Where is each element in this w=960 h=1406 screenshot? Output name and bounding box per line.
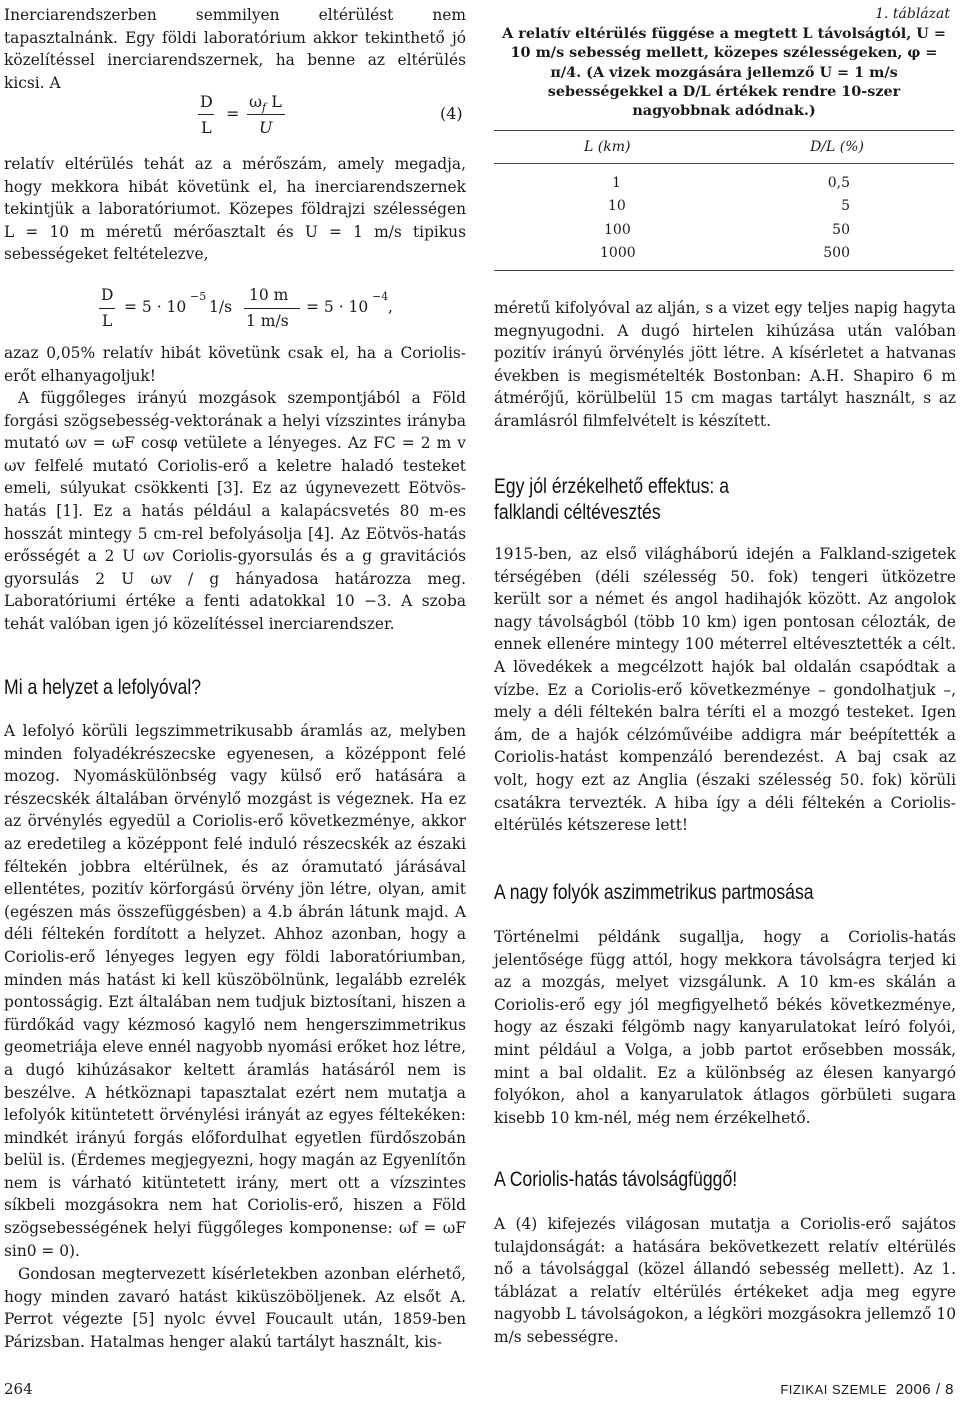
table-header-dl: D/L (%) <box>810 139 864 156</box>
eq5-unit: 1/s <box>209 298 233 316</box>
table-caption: A relatív eltérülés függése a megtett L távolságtól, U = 10 m/s sebesség mellett, közepes szélességeken, φ = π/4. (A vizek mozgására jellemző U = 1 m/s sebességekkel a D/L értékek rendre 10-szer nagyobbnak adódnak.) <box>502 25 946 120</box>
eq5-lhs-bar <box>99 308 115 309</box>
heading-distance: A Coriolis-hatás távolságfüggő! <box>494 1168 738 1191</box>
paragraph-rivers: Történelmi példánk sugallja, hogy a Coriolis-hatás jelentősége függ attól, hogy mekkora távolságra terjed ki az a mozgás, melyet vizsgálunk. A 10 km-es skálán a Coriolis-erő egy jól megfigyelhető békés következménye, hogy az északi félgömb nagy kanyarulatokat leíró folyói, mint például a Volga, a jobb partot erősebben mossák, mint a bal oldalit. Ez a különbség az élesen kanyargó folyókon, ahol a kanyarulatok átlagos görbületi sugara kisebb 10 km-nél, még nem érzékelhető. <box>494 928 956 1127</box>
eq4-lhs-bar <box>198 114 214 115</box>
table-row: 10 5 <box>608 198 850 215</box>
table-1 <box>494 0 954 271</box>
eq5-value: = 5 · 10 <box>124 298 187 316</box>
table-bottom-rule <box>494 270 954 271</box>
table-row: 1000 500 <box>600 244 850 261</box>
paragraph-after-eq4: relatív eltérülés tehát az a mérőszám, amely megadja, hogy mekkora hibát követünk el, ha inerciarendszernek tekintjük a laboratóriumot. Közepes földrajzi szélességen L = 10 m méretű mérőasztalt és U = 1 m/s tipikus sebességeket feltételezve, <box>4 155 466 264</box>
table-row: 1 0,5 <box>612 175 850 192</box>
table-top-rule <box>494 130 954 131</box>
paragraph-after-eq5: azaz 0,05% relatív hibát követünk csak el, ha a Coriolis-erőt elhanyagoljuk! <box>4 344 466 385</box>
paragraph-distance: A (4) kifejezés világosan mutatja a Coriolis-erő sajátos tulajdonságát: a hatására bekövetkezett relatív eltérülés nő a távolsággal (közel állandó sebesség mellett). Az 1. táblázat a relatív eltérülés értékeket adja meg egyre nagyobb L távolságokon, a légköri mozgásokra jellemző 10 m/s sebességre. <box>494 1215 956 1346</box>
eq5-tail: , <box>388 298 393 316</box>
eq5-frac-num: 10 m <box>249 286 289 304</box>
table-mid-rule <box>494 163 954 164</box>
journal-footer <box>780 1380 954 1398</box>
eq4-rhs-num: $\omega_f$ L <box>249 92 282 115</box>
table-row: 100 50 <box>604 221 850 238</box>
eq5-frac-den: 1 m/s <box>246 312 289 330</box>
eq4-equals: = <box>226 104 240 123</box>
paragraph-drain: A lefolyó körüli legszimmetrikusabb áramlás az, melyben minden folyadékrészecske egyenesen, a középpont felé mozog. Nyomáskülönbség vagy külső erő hatására a részecskék általában örvénylő mozgást is végeznek. Ha ez az örvénylés egyedül a Coriolis-erő következménye, akkor az eredetileg a középpont felé induló részecskék az északi féltekén jobbra eltérülnek, és az óramutató járásával ellentétes, pozitív körforgású örvény jön létre, olyan, amit (egészen más összefüggésben) a 4.b ábrán látunk majd. A déli féltekén fordított a helyzet. Ahhoz azonban, hogy a Coriolis-erő lényeges legyen egy földi laboratóriumban, minden más hatást ki kell küszöbölnünk, legalább ezrelék pontosságig. Ezt általában nem tudjuk biztosítani, hiszen a fürdőkád vagy kézmosó kagyló nem hengerszimmetrikus geometriája eleve ennél nagyobb nyomási erőket hoz létre, a dugó kihúzásakor keltett áramlás hatásáról nem is beszélve. A hétköznapi tapasztalat ezért nem mutatja a lefolyók kitüntetett örvénylési irányát az egyes féltekéken: mindkét irányú forgás előfordulhat egyetlen fürdőszobán belül is. (Érdemes megjegyezni, hogy magán az Egyenlítőn nem is várható kitüntetett irány, mert ott a vízszintes síkbeli mozgásokra nem hat Coriolis-erő, hiszen a Föld szögsebességének helyi függőleges komponense: ωf = ωF sin0 = 0). <box>4 722 466 1260</box>
table-grid <box>494 135 954 158</box>
paragraph-experiment: Gondosan megtervezett kísérletekben azonban elérhető, hogy minden zavaró hatást kiküszöböljenek. Az elsőt A. Perrot végezte [5] nyolc évvel Foucault után, 1859-ben Párizsban. Hatalmas henger alakú tartályt használt, kis- <box>4 1265 466 1351</box>
eq5-lhs-den: L <box>102 312 113 330</box>
paragraph-continued: méretű kifolyóval az alján, s a vizet egy teljes napig hagyta megnyugodni. A dugó hirtelen kihúzása után valóban pozitív irányú örvénylés jött létre. A kísérletet a hatvanas években is megismételték Bostonban: A.H. Shapiro 6 m átmérőjű, körülbelül 15 cm magas tartályt használt, s az áramlásról filmfelvételt is készített. <box>494 299 956 430</box>
eq5-result: = 5 · 10 <box>306 298 369 316</box>
eq4-label: (4) <box>440 104 463 123</box>
table-label: 1. táblázat <box>875 6 950 22</box>
paragraph-vertical-motion: A függőleges irányú mozgások szempontjából a Föld forgási szögsebesség-vektorának a helyi vízszintes irányba mutató ωv = ωF cosφ vetülete a lényeges. Az FC = 2 m v ωv felfelé mutató Coriolis-erő a keletre haladó testeket emeli, súlyukat csökkenti [3]. Ez az úgynevezett Eötvös-hatás [1]. Ez a hatás például a kalapácsvetés 80 m-es hosszát mintegy 5 cm-rel befolyásolja [4]. Az Eötvös-hatás erősségét a 2 U ωv Coriolis-gyorsulás és a g gravitációs gyorsulás 2 U ωv / g hányadosa határozza meg. Laboratóriumi értéke a fenti adatokkal 10 −3. A szoba tehát valóban igen jó közelítéssel inerciarendszer. <box>4 389 466 633</box>
eq4-lhs-den: L <box>201 118 212 137</box>
table-header-l: L (km) <box>584 139 631 156</box>
eq4-rhs-bar <box>247 114 285 115</box>
eq4-rhs-den: U <box>259 118 273 137</box>
table-header-row <box>494 135 954 158</box>
paragraph-falkland: 1915-ben, az első világháború idején a Falkland-szigetek térségében (déli szélesség 50. fok) tengeri ütközetre került sor a német és angol hadihajók között. Az angolok nagy távolságból (több 10 km) igen pontosan célozták, de ennek ellenére mintegy 100 méterrel eltévesztették a célt. A lövedékek a megcélzott hajók bal oldalán csapódtak a vízbe. Ez a Coriolis-erő következménye – gondolhatjuk –, mely a déli féltekén balra téríti el a mozgó testeket. Igen ám, de a hajók célzóművéibe addigra már beépítették a Coriolis-hatást kompenzáló berendezést. A baj csak az volt, hogy ezt az Anglia (északi szélesség 50. fok) körüli csatákra tervezték. A hiba így a déli féltekén a Coriolis-eltérülés kétszerese lett! <box>494 545 956 835</box>
equation-4 <box>4 92 466 144</box>
equation-5 <box>4 286 466 336</box>
eq5-lhs-num: D <box>101 286 114 304</box>
page-number: 264 <box>4 1380 33 1398</box>
heading-falkland: Egy jól érzékelhető effektus: a falklandi céltévesztés <box>494 475 730 524</box>
table-body <box>494 172 954 265</box>
heading-drain: Mi a helyzet a lefolyóval? <box>4 676 202 699</box>
heading-rivers: A nagy folyók aszimmetrikus partmosása <box>494 881 814 904</box>
paragraph-intro: Inerciarendszerben semmilyen eltérülést nem tapasztalnánk. Egy földi laboratórium akkor tekinthető jó közelítéssel inerciarendszernek, ha benne az eltérülés kicsi. A <box>4 6 466 92</box>
journal-name: FIZIKAI SZEMLE <box>780 1382 887 1397</box>
eq5-frac-bar <box>244 308 300 309</box>
eq5-exp1: −5 <box>190 290 207 303</box>
eq4-lhs-num: D <box>200 92 213 111</box>
journal-issue: 2006 / 8 <box>895 1381 954 1398</box>
eq5-exp2: −4 <box>372 290 389 303</box>
